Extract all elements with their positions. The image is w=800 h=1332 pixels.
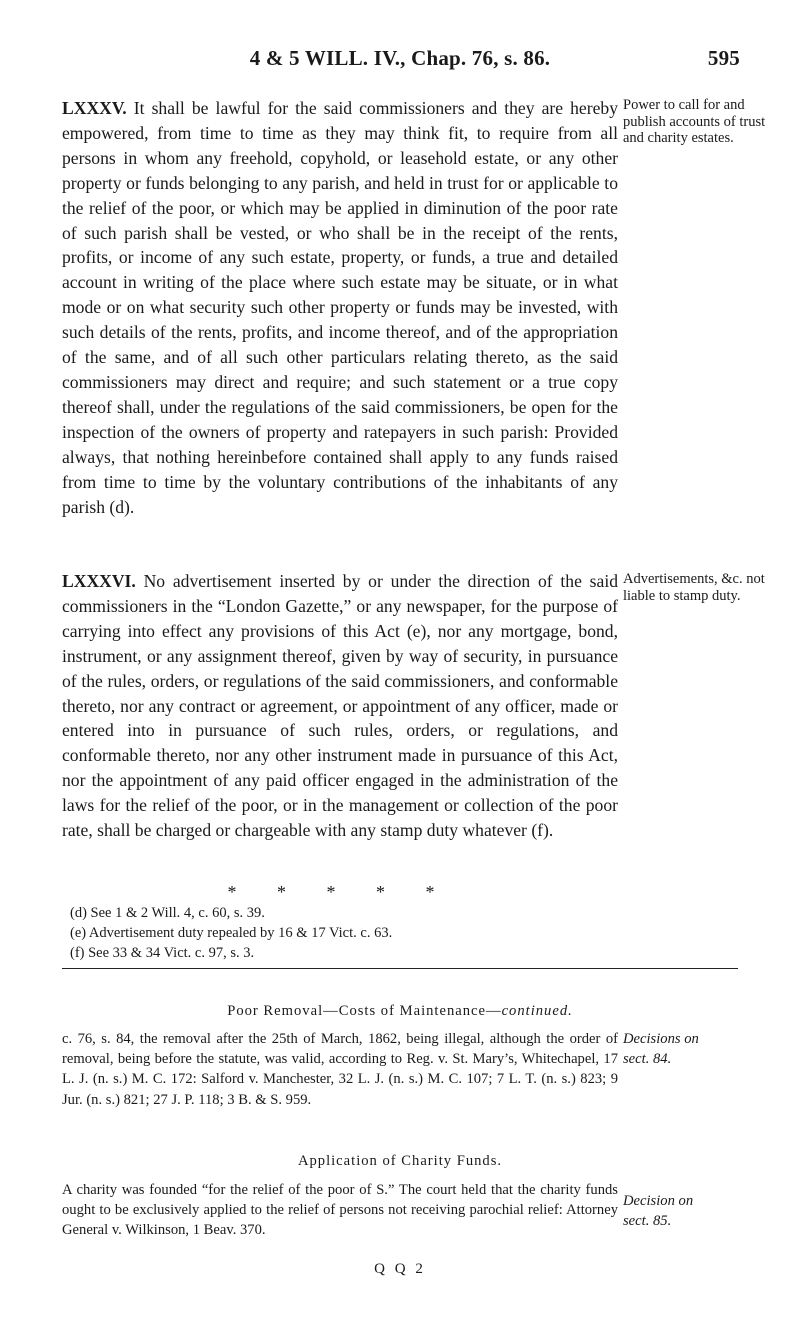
section-text: It shall be lawful for the said commissioners and they are hereby empowered, from time to time as they may think fit, to require from all persons in whom any freehold, copyhold, or leasehold estate, or any other property or funds belonging to any parish, and held in trust for or applicable to the relief of the poor, or which may be applied in diminution of the poor rate of such parish shall be vested, or who shall be in the receipt of the rents, profits, or income of any such estate, property, or funds, a true and detailed account in writing of the place where such estate may be situate, or in what mode or on what security such other property or funds may be invested, with such details of the rents, profits, and income thereof, and of the appropriation of the same, and of all such other particulars relating thereto, as the said commissioners may direct and require; and such statement or a true copy thereof shall, under the regulations of the said commissioners, be open for the inspection of the owners of property and ratepayers in such parish: Provided always, that nothing hereinbefore contained shall apply to any funds raised from time to time by the voluntary contributions of the inhabitants of any parish (d). [62, 98, 618, 517]
margin-note-line: Decisions on [623, 1031, 699, 1047]
section-text: No advertisement inserted by or under the direction of the said commissioners in the “London Gazette,” or any newspaper, for the purpose of carrying into effect any provisions of this Act (e), nor any mortgage, bond, instrument, or any assignment thereof, given by way of security, in pursuance of the rules, orders, or regulations of the said commissioners, and conformable thereto, nor any contract or agreement, or appointment of any officer, made or entered into in pursuance of such rules, orders, or regulations, and conformable thereto, nor any other instrument made in pursuance of this Act, nor the appointment of any paid officer engaged in the administration of the laws for the relief of the poor, or in the management or collection of the poor rate, shall be charged or chargeable with any stamp duty whatever (f). [62, 571, 619, 841]
title-continued: continued. [501, 1003, 573, 1019]
section-85 [62, 96, 618, 519]
section-number: LXXXVI. [62, 571, 136, 591]
margin-note-line: Decision on [623, 1193, 694, 1209]
divider-rule [62, 968, 738, 969]
margin-note-power-to-call: Power to call for and publish accounts of trust and charity estates. [623, 97, 766, 146]
margin-note-line: sect. 84. [623, 1051, 672, 1067]
ellipsis-stars: * * * * * [227, 882, 453, 902]
footnotes [70, 903, 630, 963]
margin-note-line: sect. 85. [623, 1213, 672, 1229]
commentary-title-poor-removal [62, 1003, 738, 1020]
signature-mark: Q Q 2 [374, 1261, 426, 1277]
footnote-e: (e) Advertisement duty repealed by 16 & 17 Vict. c. 63. [70, 925, 393, 941]
commentary-charity: A charity was founded “for the relief of the poor of S.” The court held that the charity funds ought to be exclusively applied to the relief of persons not receiving parochial relief: Attorney General v. Wilkinson, 1 Beav. 370. [62, 1182, 618, 1239]
section-number: LXXXV. [62, 98, 127, 118]
margin-note-decision-85 [623, 1191, 783, 1231]
running-header [60, 46, 740, 76]
footnote-d: (d) See 1 & 2 Will. 4, c. 60, s. 39. [70, 905, 265, 921]
footnote-f: (f) See 33 & 34 Vict. c. 97, s. 3. [70, 945, 255, 961]
running-title: 4 & 5 WILL. IV., Chap. 76, s. 86. [249, 46, 551, 70]
margin-note-decisions-84 [623, 1029, 783, 1069]
section-86 [62, 569, 618, 843]
commentary-poor-removal: c. 76, s. 84, the removal after the 25th of March, 1862, being illegal, although the order of removal, being before the statute, was valid, according to Reg. v. St. Mary’s, Whitechapel, 17 L. J. (n. s.) M. C. 172: Salford v. Manchester, 32 L. J. (n. s.) M. C. 107; 7 L. T. (n. s.) 823; 9 Jur. (n. s.) 821; 27 J. P. 118; 3 B. & S. 959. [62, 1031, 618, 1108]
margin-note-advertisements: Advertisements, &c. not liable to stamp duty. [623, 571, 765, 604]
page-number: 595 [707, 46, 740, 70]
title-text: Poor Removal—Costs of Maintenance— [227, 1003, 502, 1019]
commentary-title-charity: Application of Charity Funds. [297, 1153, 503, 1169]
